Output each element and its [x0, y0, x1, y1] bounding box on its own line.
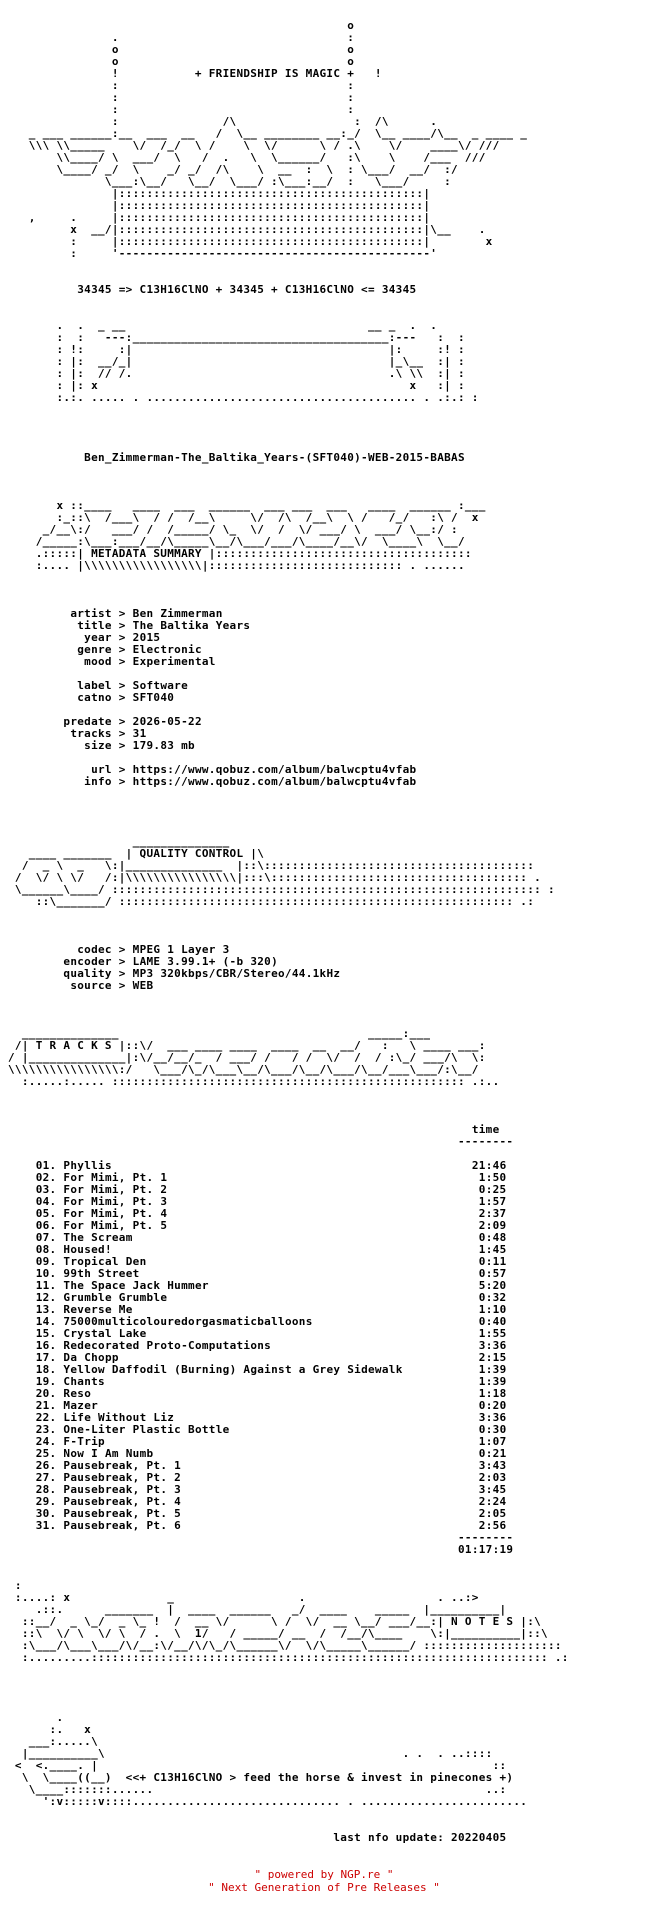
track-title: Pausebreak, Pt. 3	[63, 1483, 182, 1496]
track-number: 16.	[35, 1339, 57, 1352]
metadata-row: mood > Experimental	[84, 655, 216, 668]
track-time: 1:45	[478, 1243, 507, 1256]
field-value: 2015	[132, 631, 161, 644]
track-title: Yellow Daffodil (Burning) Against a Grey Sidewalk	[63, 1363, 403, 1376]
time-header: time	[471, 1123, 500, 1136]
metadata-row: year > 2015	[84, 631, 161, 644]
field-label: artist	[70, 607, 112, 620]
track-time: 0:20	[478, 1399, 507, 1412]
last-update: last nfo update: 20220405	[333, 1831, 507, 1844]
track-title: Pausebreak, Pt. 1	[63, 1459, 182, 1472]
track-title: Pausebreak, Pt. 2	[63, 1471, 182, 1484]
track-time: 5:20	[478, 1279, 507, 1292]
track-time: 0:32	[478, 1291, 507, 1304]
track-number: 20.	[35, 1387, 57, 1400]
track-title: The Scream	[63, 1231, 133, 1244]
boat-art: . :. x ___:.....\ |__________\ . . . ..:::: < <.____. | :: \ \____((__) <<+ C13H16ClNO > feed the horse & invest in pinecones +) \____:::::::...... ..: ':v:::::v::::.............................. . ........................	[14, 1711, 528, 1808]
track-time: 3:36	[478, 1411, 507, 1424]
field-value: Experimental	[132, 655, 216, 668]
quality-row: quality > MP3 320kbps/CBR/Stereo/44.1kHz	[63, 967, 341, 980]
metadata-row: catno > SFT040	[77, 691, 175, 704]
track-title: Da Chopp	[63, 1351, 119, 1364]
track-title: 99th Street	[63, 1267, 140, 1280]
field-value: WEB	[132, 979, 154, 992]
field-value: Ben Zimmerman	[132, 607, 223, 620]
track-time: 1:07	[478, 1435, 507, 1448]
track-time: 0:11	[478, 1255, 507, 1268]
track-title: Housed!	[63, 1243, 112, 1256]
track-number: 12.	[35, 1291, 57, 1304]
track-number: 10.	[35, 1267, 57, 1280]
track-title: The Space Jack Hummer	[63, 1279, 209, 1292]
field-value: 2026-05-22	[132, 715, 202, 728]
track-number: 28.	[35, 1483, 57, 1496]
formula-line: 34345 => C13H16ClNO + 34345 + C13H16ClNO <= 34345	[8, 283, 417, 296]
time-header-rule: --------	[8, 1135, 514, 1148]
tagline: " Next Generation of Pre Releases "	[208, 1881, 440, 1894]
track-title: One-Liter Plastic Bottle	[63, 1423, 230, 1436]
track-title: F-Trip	[63, 1435, 105, 1448]
track-title: Reverse Me	[63, 1303, 133, 1316]
track-number: 29.	[35, 1495, 57, 1508]
track-title: Now I Am Numb	[63, 1447, 154, 1460]
last-update-row	[8, 1832, 569, 1844]
field-value: 31	[132, 727, 147, 740]
track-time: 1:39	[478, 1363, 507, 1376]
field-value: 179.83 mb	[132, 739, 195, 752]
quality-block	[8, 932, 569, 1004]
nfo-document	[8, 8, 569, 1856]
info-link[interactable]: https://www.qobuz.com/album/balwcptu4vfab	[132, 775, 417, 788]
track-number: 21.	[35, 1399, 57, 1412]
metadata-row: title > The Baltika Years	[77, 619, 251, 632]
track-rows	[8, 1160, 569, 1532]
track-title: Pausebreak, Pt. 4	[63, 1495, 182, 1508]
track-time: 1:10	[478, 1303, 507, 1316]
tracks-banner: ______________ _____:___ /| T R A C K S |::\/ ___ ____ ____ ____ __ __/ : \ ____ ___: / |______________|:\/__/__/_ / ___/ / / / \/ / / :\_/ ___/\ \: \\\\\\\\\\\\\\\\:/ \___/\_/\___\__/\___/\__/\___/\__/___\___/:\__/ :.....:..... ::::::::::::::::::::::::::::::::::::::::::::::::::: .:..	[8, 1027, 500, 1088]
field-label: size	[84, 739, 112, 752]
track-time: 1:50	[478, 1171, 507, 1184]
field-label: codec	[77, 943, 112, 956]
footer	[0, 1868, 648, 1894]
track-number: 08.	[35, 1243, 57, 1256]
notes-banner: : :....: x _ . . ..:> .::. _______ | ____ ______ _/ ____ _____ |__________| ::__/ _ \_/ _ \_ ! / __ \/ \ / \/ __ \__/ ___/__:| N O T E S |:\ ::\ \/ \ \/ \ / . \ 1/ / _____/ __ / /__/\____ \:|__________|::\ :\___/\___\___/\/__:\/__/\/\_/\______\/ \/\_____\______/ :::::::::::::::::::: :.........:::::::::::::::::::::::::::::::::::::::::::::::::::::::::::::::::: .:	[14, 1579, 569, 1664]
track-title: Life Without Liz	[63, 1411, 175, 1424]
track-title: Tropical Den	[63, 1255, 147, 1268]
field-label: encoder	[63, 955, 112, 968]
track-title: Crystal Lake	[63, 1327, 147, 1340]
powered-by-link[interactable]: " powered by NGP.re "	[254, 1868, 394, 1881]
track-title: For Mimi, Pt. 2	[63, 1183, 168, 1196]
url-link[interactable]: https://www.qobuz.com/album/balwcptu4vfab	[132, 763, 417, 776]
field-label: info	[84, 775, 112, 788]
track-number: 30.	[35, 1507, 57, 1520]
header-art: o . : o o o o ! + FRIENDSHIP IS MAGIC + ! : : : : : : : /\ : /\ . _ ___ ______:__ ___ __ / \__ ________ __:_/ \__ ____/\__ _ ____ _ \\\ \\_____ \/ /_/ \ / \ \/ \ / .\ \/ ____\/ /// \\____/ \ ___/ \ / . \ \______/ :\ \ /___ /// \____/ _/ \ _/ _/ /\ \ __ : \ : \___/ __/ :/ \___:\__/ \__/ \___/ :\___:__/ : \___/ : |::::::::::::::::::::::::::::::::::::::::::::| |::::::::::::::::::::::::::::::::::::::::::::| , . |::::::::::::::::::::::::::::::::::::::::::::| x __/|::::::::::::::::::::::::::::::::::::::::::::|\__ . : |::::::::::::::::::::::::::::::::::::::::::::| x : '---------------------------------------------'	[28, 19, 528, 260]
field-value: MPEG 1 Layer 3	[132, 943, 230, 956]
track-time: 1:39	[478, 1375, 507, 1388]
track-time: 2:15	[478, 1351, 507, 1364]
track-number: 24.	[35, 1435, 57, 1448]
track-title: Pausebreak, Pt. 5	[63, 1507, 182, 1520]
track-number: 19.	[35, 1375, 57, 1388]
track-time: 1:18	[478, 1387, 507, 1400]
track-number: 02.	[35, 1171, 57, 1184]
quality-banner: ______________ ____ _______ | QUALITY CONTROL |\ / _ \ _ \:|______________ |::\::::::::::::::::::::::::::::::::::::::: / \/ \ \/ /:|\\\\\\\\\\\\\\\\|:::\::::::::::::::::::::::::::::::::::::: . \______\____/ :::::::::::::::::::::::::::::::::::::::::::::::::::::::::::::: : ::\_______/ ::::::::::::::::::::::::::::::::::::::::::::::::::::::::: .:	[14, 835, 555, 908]
track-time: 0:25	[478, 1183, 507, 1196]
metadata-row: label > Software	[77, 679, 189, 692]
track-number: 26.	[35, 1459, 57, 1472]
track-number: 15.	[35, 1327, 57, 1340]
track-time: 2:37	[478, 1207, 507, 1220]
track-time: 2:03	[478, 1471, 507, 1484]
track-title: Reso	[63, 1387, 92, 1400]
track-number: 23.	[35, 1423, 57, 1436]
track-title: Chants	[63, 1375, 105, 1388]
total-rule: --------	[8, 1531, 514, 1544]
track-number: 11.	[35, 1279, 57, 1292]
metadata-row: artist > Ben Zimmerman	[70, 607, 223, 620]
track-number: 14.	[35, 1315, 57, 1328]
track-number: 13.	[35, 1303, 57, 1316]
track-number: 25.	[35, 1447, 57, 1460]
field-label: predate	[63, 715, 112, 728]
track-number: 18.	[35, 1363, 57, 1376]
field-label: url	[91, 763, 112, 776]
field-value: SFT040	[132, 691, 175, 704]
track-time: 1:55	[478, 1327, 507, 1340]
field-value: LAME 3.99.1+ (-b 320)	[132, 955, 279, 968]
field-value: MP3 320kbps/CBR/Stereo/44.1kHz	[132, 967, 341, 980]
track-time: 2:24	[478, 1495, 507, 1508]
track-title: For Mimi, Pt. 5	[63, 1219, 168, 1232]
track-time: 21:46	[471, 1159, 507, 1172]
metadata-row: predate > 2026-05-22	[63, 715, 202, 728]
total-time: 01:17:19	[457, 1543, 514, 1556]
track-time: 2:09	[478, 1219, 507, 1232]
quality-row: codec > MPEG 1 Layer 3	[77, 943, 230, 956]
metadata-row: info > https://www.qobuz.com/album/balwcptu4vfab	[84, 775, 417, 788]
field-label: source	[70, 979, 112, 992]
track-time: 2:56	[478, 1519, 507, 1532]
track-time: 0:57	[478, 1267, 507, 1280]
track-title: 75000multicolouredorgasmaticballoons	[63, 1315, 313, 1328]
metadata-banner: x ::____ ____ ___ ______ ___ ___ ___ ____ ______ :___ :_::\ /___\ / / /__\ \/ /\ /__\ \ / /_/ :\ / x _/__\:/ ___/ / /_____/ \_ \/ / \/ ___/ \ ___/ \__:/ : /_____:\___:___/__/\_____\__/\___/___/\____/__\/ \____\ \__/ .:::::| METADATA SUMMARY |::::::::::::::::::::::::::::::::::::: :.... |\\\\\\\\\\\\\\\\\|:::::::::::::::::::::::::::: . ......	[35, 499, 486, 572]
track-title: Phyllis	[63, 1159, 112, 1172]
field-label: quality	[63, 967, 112, 980]
release-name: Ben_Zimmerman-The_Baltika_Years-(SFT040)-WEB-2015-BABAS	[8, 451, 465, 464]
field-value: Electronic	[132, 643, 202, 656]
field-label: year	[84, 631, 112, 644]
track-title: Mazer	[63, 1399, 99, 1412]
track-title: Pausebreak, Pt. 6	[63, 1519, 182, 1532]
track-time: 0:40	[478, 1315, 507, 1328]
field-value: Software	[132, 679, 189, 692]
track-time: 0:30	[478, 1423, 507, 1436]
track-number: 03.	[35, 1183, 57, 1196]
track-number: 05.	[35, 1207, 57, 1220]
metadata-block	[8, 596, 569, 800]
metadata-row: size > 179.83 mb	[84, 739, 195, 752]
track-time: 3:36	[478, 1339, 507, 1352]
header-art-bottom: . . _ __ __ _ . . : : ---:_____________________________________:--- : : : !: :| |: :! : : |: __/_| |_\__ :| : : |: // /. .\ \\ :| : : |: x x :| : :.:. ..... . ....................................... . .:.: :	[56, 319, 479, 404]
track-number: 07.	[35, 1231, 57, 1244]
track-title: Redecorated Proto-Computations	[63, 1339, 272, 1352]
field-label: mood	[84, 655, 112, 668]
field-label: title	[77, 619, 112, 632]
track-number: 09.	[35, 1255, 57, 1268]
track-time: 2:05	[478, 1507, 507, 1520]
field-label: catno	[77, 691, 112, 704]
track-number: 31.	[35, 1519, 57, 1532]
total-row	[8, 1544, 569, 1556]
metadata-row: url > https://www.qobuz.com/album/balwcptu4vfab	[91, 763, 417, 776]
track-number: 17.	[35, 1351, 57, 1364]
track-number: 06.	[35, 1219, 57, 1232]
track-title: For Mimi, Pt. 3	[63, 1195, 168, 1208]
field-label: tracks	[70, 727, 112, 740]
quality-row: encoder > LAME 3.99.1+ (-b 320)	[63, 955, 279, 968]
track-time: 0:48	[478, 1231, 507, 1244]
track-time: 0:21	[478, 1447, 507, 1460]
track-title: For Mimi, Pt. 4	[63, 1207, 168, 1220]
field-value: The Baltika Years	[132, 619, 251, 632]
tracklist	[8, 1112, 569, 1568]
field-label: label	[77, 679, 112, 692]
field-label: genre	[77, 643, 112, 656]
track-number: 01.	[35, 1159, 57, 1172]
metadata-row: genre > Electronic	[77, 643, 202, 656]
metadata-row: tracks > 31	[70, 727, 147, 740]
track-time: 3:43	[478, 1459, 507, 1472]
track-time: 1:57	[478, 1195, 507, 1208]
track-number: 22.	[35, 1411, 57, 1424]
track-time: 3:45	[478, 1483, 507, 1496]
quality-row: source > WEB	[70, 979, 154, 992]
track-title: For Mimi, Pt. 1	[63, 1171, 168, 1184]
track-number: 04.	[35, 1195, 57, 1208]
track-title: Grumble Grumble	[63, 1291, 168, 1304]
track-number: 27.	[35, 1471, 57, 1484]
